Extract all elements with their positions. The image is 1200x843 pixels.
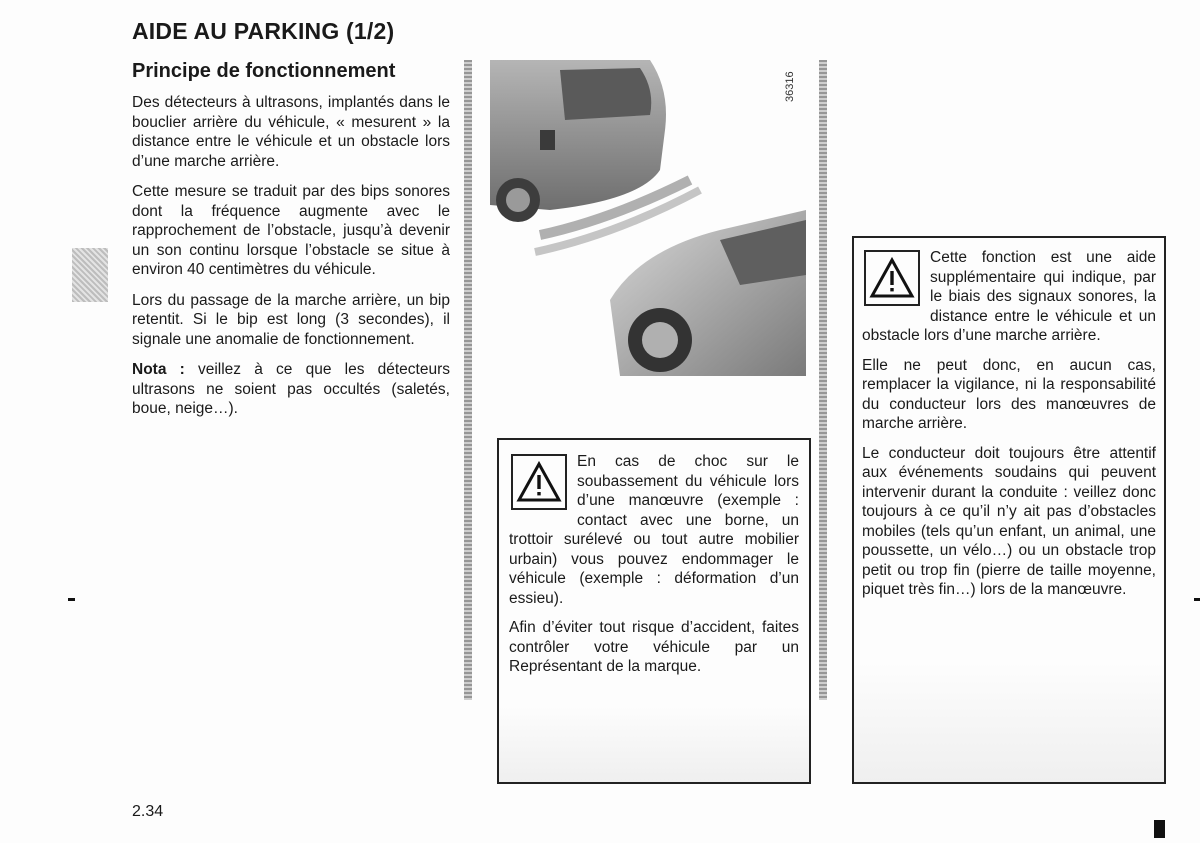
page-end-marker xyxy=(1154,820,1165,838)
page-title: AIDE AU PARKING (1/2) xyxy=(132,18,395,44)
page-number: 2.34 xyxy=(132,803,164,820)
parking-sensor-photo xyxy=(490,60,806,376)
warning-vigilance-paragraph-2: Elle ne peut donc, en aucun cas, remplacer la vigilance, ni la responsabilité du conducteur lors des manœuvres de marche arrière. xyxy=(862,356,1156,432)
margin-mark xyxy=(1194,598,1200,601)
paragraph-reverse-gear: Lors du passage de la marche arrière, un bip retentit. Si le bip est long (3 secondes), il signale une anomalie de fonctionnement. xyxy=(132,291,450,348)
paragraph-principle: Des détecteurs à ultrasons, implantés dans le bouclier arrière du véhicule, « mesurent » la distance entre le véhicule et un obstacle lors d’une marche arrière. xyxy=(132,94,450,170)
warning-box-driver-vigilance xyxy=(852,236,1166,784)
figure-reference-number: 36316 xyxy=(784,71,796,102)
body-text-column xyxy=(132,93,450,430)
warning-vigilance-paragraph-1: Cette fonction est une aide supplémentaire qui indique, par le biais des signaux sonores, la distance entre le véhicule et un obstacle lors d’une marche arrière. xyxy=(862,249,1156,344)
warning-triangle-icon xyxy=(864,250,920,306)
warning-impact-paragraph-1: En cas de choc sur le soubassement du véhicule lors d’une manœuvre (exemple : contact avec une borne, un trottoir surélevé ou tout autre mobilier urbain) vous pouvez endommager le véhicule (exemple : déformation d’un essieu). xyxy=(509,453,799,607)
car-rear-illustration xyxy=(490,60,806,376)
note-label: Nota : xyxy=(132,361,185,378)
warning-box-impact xyxy=(497,438,811,784)
paragraph-note xyxy=(132,360,450,419)
warning-box-impact-text xyxy=(509,452,799,677)
column-separator-right xyxy=(819,60,827,700)
note-text: veillez à ce que les détecteurs ultrasons ne soient pas occultés (saletés, boue, neige…). xyxy=(132,361,450,417)
warning-impact-paragraph-2: Afin d’éviter tout risque d’accident, faites contrôler votre véhicule par un Représentant de la marque. xyxy=(509,619,799,675)
section-heading: Principe de fonctionnement xyxy=(132,60,396,82)
warning-box-vigilance-text xyxy=(862,248,1156,600)
warning-triangle-icon xyxy=(511,454,567,510)
paragraph-beeps: Cette mesure se traduit par des bips sonores dont la fréquence augmente avec le rapprochement de l’obstacle, jusqu’à devenir un son continu lorsque l’obstacle se situe à environ 40 centimètres du véhicule. xyxy=(132,183,450,278)
warning-vigilance-paragraph-3: Le conducteur doit toujours être attentif aux événements soudains qui peuvent intervenir durant la conduite : veillez donc toujours à ce qu’il n’y ait pas d’obstacles mobiles (tels qu’un enfant, un animal, une poussette, un vélo…) ou un obstacle trop petit ou trop fin (pierre de taille moyenne, piquet très fin…) lors de la manœuvre. xyxy=(862,444,1156,598)
column-separator-left xyxy=(464,60,472,700)
margin-mark xyxy=(68,598,75,601)
chapter-tab-marker xyxy=(72,248,108,302)
